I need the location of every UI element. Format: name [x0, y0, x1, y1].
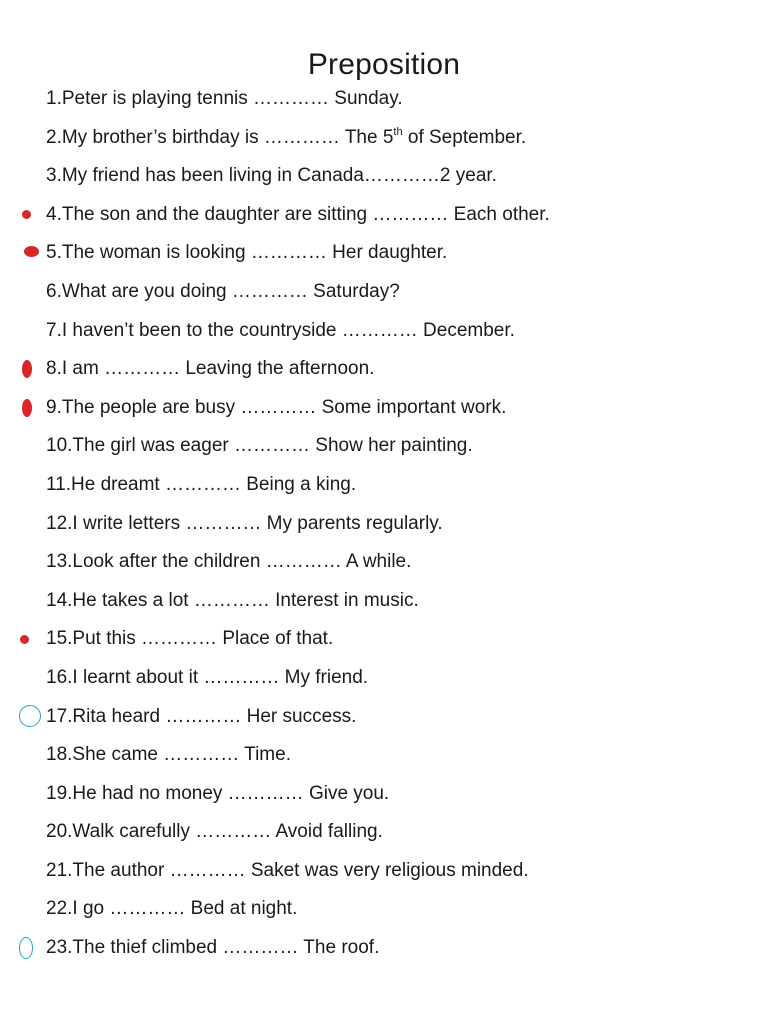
question-item [46, 663, 746, 702]
question-item [46, 624, 746, 663]
question-text: 7.I haven’t been to the countryside ………… December. [46, 319, 515, 341]
question-item [46, 123, 746, 162]
question-text: 22.I go ………… Bed at night. [46, 898, 298, 920]
question-item [46, 894, 746, 933]
question-text: 10.The girl was eager ………… Show her painting. [46, 435, 473, 457]
question-item [46, 238, 746, 277]
question-item [46, 740, 746, 779]
red-dot-marker-icon [20, 635, 29, 644]
question-item [46, 817, 746, 856]
question-item [46, 856, 746, 895]
question-text: 1.Peter is playing tennis ………… Sunday. [46, 88, 403, 109]
question-text: 19.He had no money ………… Give you. [46, 782, 390, 804]
red-dot-marker-icon [22, 399, 32, 417]
question-item [46, 84, 746, 123]
question-text-continued: of September. [402, 126, 527, 148]
teal-circle-marker-icon [19, 705, 41, 727]
question-text: 16.I learnt about it ………… My friend. [46, 666, 369, 688]
question-text: 8.I am ………… Leaving the afternoon. [46, 358, 375, 380]
question-item [46, 354, 746, 393]
red-dot-marker-icon [22, 210, 31, 219]
question-item [46, 586, 746, 625]
question-text: 15.Put this ………… Place of that. [46, 628, 334, 650]
question-item [46, 933, 746, 972]
question-item [46, 200, 746, 239]
question-item [46, 161, 746, 200]
question-text: 23.The thief climbed ………… The roof. [46, 937, 380, 959]
question-text: 12.I write letters ………… My parents regularly. [46, 512, 443, 534]
question-text: 2.My brother’s birthday is ………… The 5 [46, 126, 394, 148]
question-text: 20.Walk carefully ………… Avoid falling. [46, 821, 383, 843]
question-text: 3.My friend has been living in Canada…………2 year. [46, 165, 497, 187]
question-text: 18.She came ………… Time. [46, 744, 291, 766]
question-item [46, 779, 746, 818]
question-text: 9.The people are busy ………… Some important work. [46, 396, 507, 418]
question-item [46, 702, 746, 741]
red-dot-marker-icon [22, 360, 32, 378]
question-text: 13.Look after the children ………… A while. [46, 551, 412, 573]
question-text: 21.The author ………… Saket was very religious minded. [46, 859, 529, 881]
red-dot-marker-icon [24, 246, 39, 257]
question-item [46, 547, 746, 586]
ordinal-suffix: th [393, 125, 403, 138]
question-text: 14.He takes a lot ………… Interest in music. [46, 589, 419, 611]
question-item [46, 393, 746, 432]
question-list [46, 84, 746, 972]
question-item [46, 277, 746, 316]
worksheet-title: Preposition [307, 48, 461, 81]
teal-circle-marker-icon [19, 937, 33, 959]
question-text: 11.He dreamt ………… Being a king. [46, 473, 357, 495]
question-text: 5.The woman is looking ………… Her daughter. [46, 242, 448, 264]
question-text: 4.The son and the daughter are sitting ………… Each other. [46, 203, 550, 225]
question-item [46, 316, 746, 355]
question-item [46, 431, 746, 470]
question-text: 17.Rita heard ………… Her success. [46, 705, 357, 727]
question-item [46, 509, 746, 548]
question-text: 6.What are you doing ………… Saturday? [46, 280, 400, 302]
question-item [46, 470, 746, 509]
